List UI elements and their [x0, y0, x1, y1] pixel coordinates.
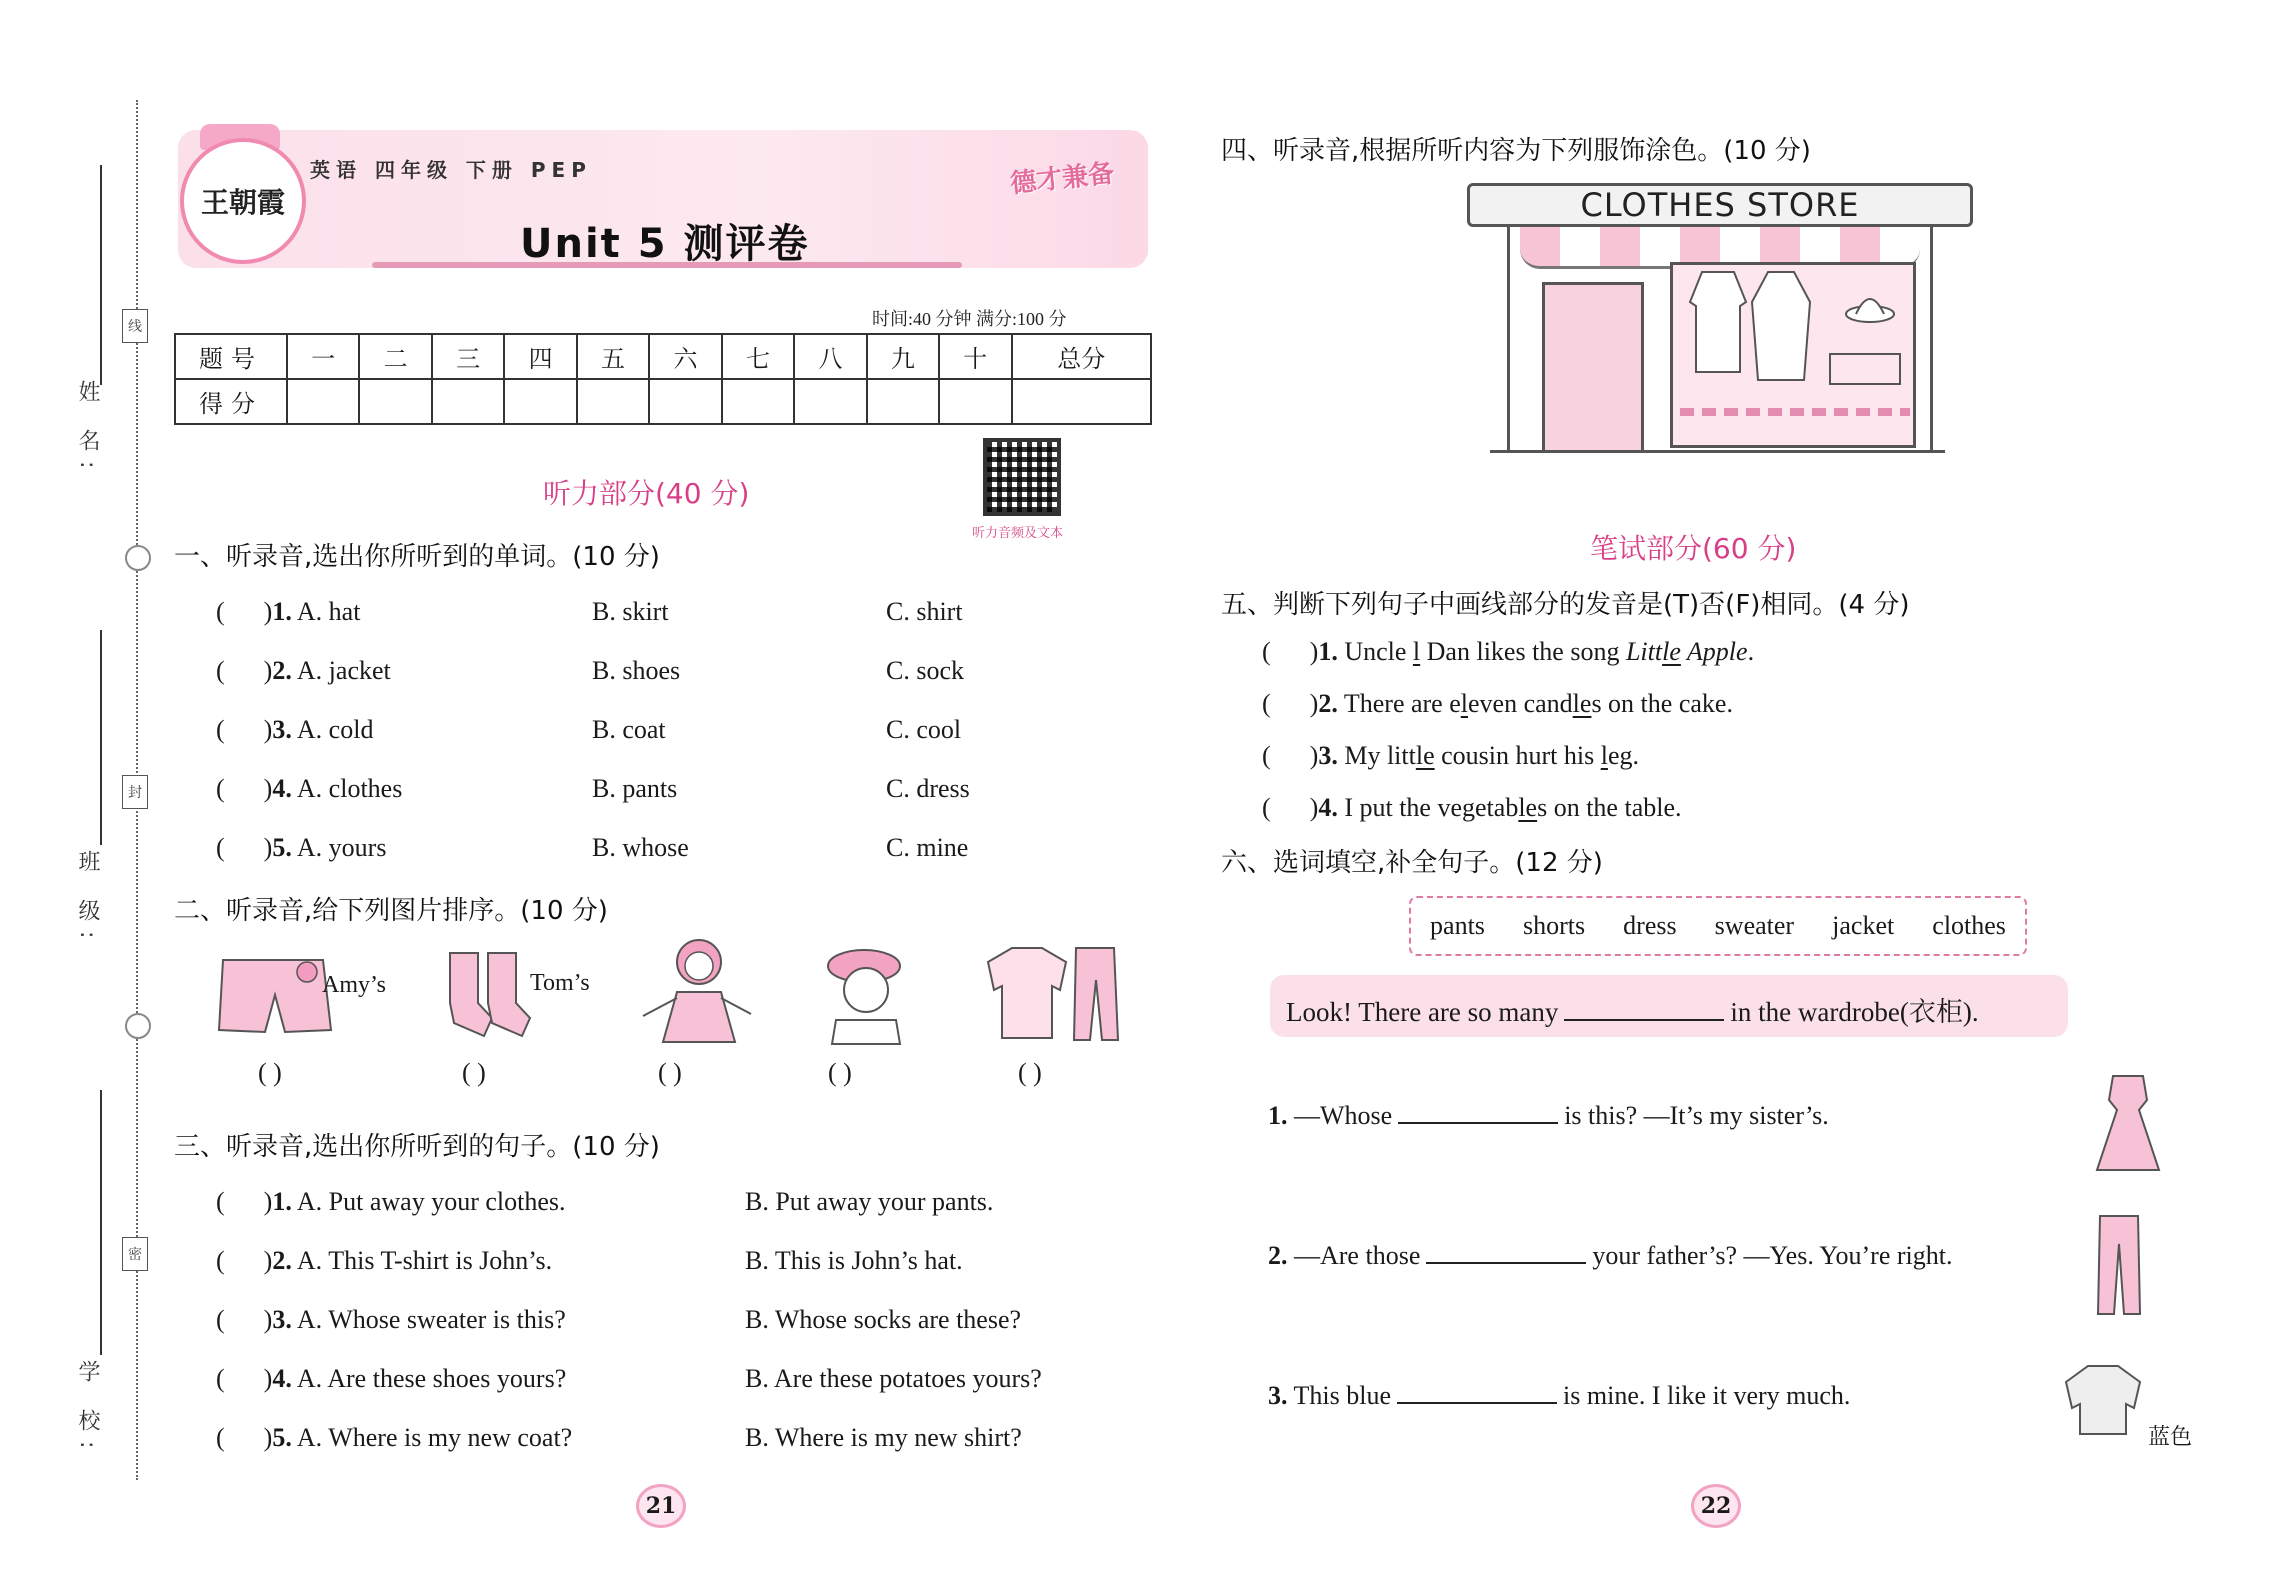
- sentence-part: My litt: [1344, 741, 1416, 770]
- brand-badge: 德才兼备: [1008, 158, 1116, 200]
- sentence-part: your father’s? —Yes. You’re right.: [1592, 1241, 1953, 1270]
- section-1-title: 一、听录音,选出你所听到的单词。(10 分): [174, 542, 660, 572]
- logo-badge: [180, 138, 306, 264]
- table-cell: 九: [867, 334, 939, 379]
- school-underline: [100, 1090, 102, 1355]
- table-cell: 八: [794, 334, 866, 379]
- underlined-part: le: [1518, 793, 1538, 822]
- option-b[interactable]: B. skirt: [592, 597, 669, 626]
- score-cell[interactable]: [867, 379, 939, 424]
- option-a[interactable]: A. Whose sweater is this?: [296, 1305, 566, 1334]
- list-item: ( )4. A. clothes: [216, 774, 403, 803]
- sentence-part: Uncle: [1344, 637, 1413, 666]
- sentence-part: —Are those: [1294, 1241, 1421, 1270]
- score-cell[interactable]: [722, 379, 794, 424]
- underlined-part: le: [1662, 637, 1681, 666]
- section-5-title: 五、判断下列句子中画线部分的发音是(T)否(F)相同。(4 分): [1221, 590, 1910, 620]
- boy-cap-picture: [810, 940, 920, 1045]
- table-cell: 五: [577, 334, 649, 379]
- answer-paren[interactable]: ( ): [462, 1058, 486, 1087]
- list-item: ( )3. A. Whose sweater is this?: [216, 1305, 566, 1334]
- page-number-right: 22: [1691, 1484, 1741, 1528]
- page-number-left: 21: [636, 1484, 686, 1528]
- subject-line: 英语 四年级 下册 PEP: [310, 158, 592, 182]
- item-number: 1.: [1318, 637, 1338, 666]
- list-item: ( )5. A. Where is my new coat?: [216, 1423, 573, 1452]
- time-info: 时间:40 分钟 满分:100 分: [872, 309, 1067, 329]
- store-sign: CLOTHES STORE: [1467, 183, 1973, 227]
- example-pre: Look! There are so many: [1286, 997, 1559, 1027]
- word-bank-item[interactable]: dress: [1623, 911, 1677, 940]
- option-b[interactable]: B. Are these potatoes yours?: [745, 1364, 1042, 1393]
- score-table-score-row: [175, 379, 1151, 424]
- table-cell: 一: [287, 334, 359, 379]
- option-a[interactable]: A. jacket: [296, 656, 391, 685]
- pants-picture: [2094, 1210, 2144, 1320]
- item-number: 5.: [272, 833, 292, 862]
- sentence-part: s on the cake.: [1591, 689, 1733, 718]
- list-item: ( )4. I put the vegetables on the table.: [1262, 793, 1682, 822]
- word-bank-item[interactable]: jacket: [1832, 911, 1895, 940]
- word-bank-item[interactable]: pants: [1430, 911, 1485, 940]
- sentence-part: even cand: [1468, 689, 1573, 718]
- listening-part-title: 听力部分(40 分): [543, 477, 750, 510]
- side-label-class: 班 级:: [75, 850, 100, 949]
- sentence-part: eg.: [1607, 741, 1639, 770]
- qr-caption: 听力音频及文本: [972, 526, 1064, 541]
- example-sentence: [1286, 990, 1979, 1029]
- item-number: 4.: [1318, 793, 1338, 822]
- girl-dress-picture: [637, 932, 757, 1047]
- item-number: 4.: [272, 774, 292, 803]
- list-item: ( )2. A. jacket: [216, 656, 391, 685]
- store-door[interactable]: [1542, 282, 1644, 453]
- answer-blank[interactable]: [1398, 1098, 1558, 1124]
- answer-paren[interactable]: ( ): [1018, 1058, 1042, 1087]
- answer-paren[interactable]: ( ): [828, 1058, 852, 1087]
- picture-label: Amy’s: [322, 972, 387, 998]
- song-title-part: Apple: [1680, 637, 1748, 666]
- underlined-part: l: [1460, 689, 1468, 718]
- option-b[interactable]: B. pants: [592, 774, 678, 803]
- list-item: ( )4. A. Are these shoes yours?: [216, 1364, 567, 1393]
- item-number: 1.: [272, 597, 292, 626]
- option-b[interactable]: B. whose: [592, 833, 689, 862]
- list-item: ( )1. A. Put away your clothes.: [216, 1187, 566, 1216]
- answer-blank[interactable]: [1426, 1238, 1586, 1264]
- song-title-part: Litt: [1625, 637, 1663, 666]
- answer-blank[interactable]: [1564, 995, 1724, 1021]
- score-cell[interactable]: [359, 379, 431, 424]
- dress-picture: [2093, 1070, 2163, 1180]
- section-2-title: 二、听录音,给下列图片排序。(10 分): [174, 896, 608, 926]
- option-a[interactable]: A. hat: [296, 597, 361, 626]
- option-a[interactable]: A. clothes: [296, 774, 403, 803]
- option-c[interactable]: C. shirt: [886, 597, 963, 626]
- list-item: ( )1. Uncle l Dan likes the song Little Apple.: [1262, 637, 1755, 666]
- option-c[interactable]: C. dress: [886, 774, 970, 803]
- example-post: in the wardrobe(衣柜).: [1730, 997, 1979, 1027]
- score-cell[interactable]: [577, 379, 649, 424]
- list-item: [1268, 1098, 1829, 1131]
- store-display-clothes: [1680, 262, 1910, 442]
- section-6-title: 六、选词填空,补全句子。(12 分): [1221, 848, 1603, 878]
- score-cell[interactable]: [649, 379, 721, 424]
- underlined-part: le: [1572, 689, 1592, 718]
- option-b[interactable]: B. shoes: [592, 656, 681, 685]
- sentence-part: There are e: [1343, 689, 1461, 718]
- option-b[interactable]: B. Put away your pants.: [745, 1187, 994, 1216]
- option-b[interactable]: B. Where is my new shirt?: [745, 1423, 1022, 1452]
- score-cell[interactable]: [1012, 379, 1151, 424]
- option-b[interactable]: B. This is John’s hat.: [745, 1246, 963, 1275]
- sweater-picture: [2058, 1360, 2148, 1440]
- item-number: 1.: [272, 1187, 292, 1216]
- list-item: [1268, 1238, 1953, 1271]
- word-bank-item[interactable]: shorts: [1522, 911, 1586, 940]
- list-item: ( )2. A. This T-shirt is John’s.: [216, 1246, 553, 1275]
- list-item: ( )5. A. yours: [216, 833, 387, 862]
- section-4-title: 四、听录音,根据所听内容为下列服饰涂色。(10 分): [1221, 136, 1811, 166]
- option-a[interactable]: A. Where is my new coat?: [296, 1423, 573, 1452]
- option-c[interactable]: C. cool: [886, 715, 962, 744]
- store-ground: [1490, 450, 1945, 453]
- score-cell[interactable]: [939, 379, 1011, 424]
- picture-label: Tom’s: [530, 970, 590, 996]
- section-3-title: 三、听录音,选出你所听到的句子。(10 分): [174, 1132, 660, 1162]
- item-number: 4.: [272, 1364, 292, 1393]
- word-bank-item[interactable]: clothes: [1932, 911, 2006, 940]
- list-item: ( )1. A. hat: [216, 597, 361, 626]
- item-number: 2.: [1318, 689, 1338, 718]
- table-cell: 三: [432, 334, 504, 379]
- option-a[interactable]: A. Put away your clothes.: [296, 1187, 566, 1216]
- answer-paren[interactable]: ( ): [258, 1058, 282, 1087]
- mark-seal: 封: [122, 775, 148, 809]
- sentence-part: I put the vegetab: [1344, 793, 1519, 822]
- mark-dense: 密: [122, 1237, 148, 1271]
- sentence-part: is mine. I like it very much.: [1563, 1381, 1851, 1410]
- option-c[interactable]: C. sock: [886, 656, 964, 685]
- sentence-part: cousin hurt his: [1434, 741, 1601, 770]
- option-a[interactable]: A. This T-shirt is John’s.: [296, 1246, 553, 1275]
- word-bank-item[interactable]: sweater: [1714, 911, 1795, 940]
- list-item: ( )3. A. cold: [216, 715, 374, 744]
- name-underline: [100, 165, 102, 385]
- underlined-part: le: [1415, 741, 1435, 770]
- table-cell: 题号: [175, 334, 287, 379]
- list-item: ( )2. There are eleven candles on the cake.: [1262, 689, 1733, 718]
- sentence-part: s on the table.: [1537, 793, 1682, 822]
- option-c[interactable]: C. mine: [886, 833, 969, 862]
- binding-hole: [125, 545, 151, 571]
- sentence-part: is this? —It’s my sister’s.: [1564, 1101, 1829, 1130]
- score-table-header-row: [175, 334, 1151, 379]
- table-cell: 四: [504, 334, 576, 379]
- item-number: 3.: [272, 1305, 292, 1334]
- table-cell: 得分: [175, 379, 287, 424]
- socks-picture: [440, 948, 540, 1043]
- side-label-school: 学 校:: [75, 1360, 100, 1459]
- table-cell: 十: [939, 334, 1011, 379]
- item-number: 5.: [272, 1423, 292, 1452]
- option-a[interactable]: A. Are these shoes yours?: [296, 1364, 567, 1393]
- item-number: 2.: [272, 656, 292, 685]
- underlined-part: l: [1600, 741, 1608, 770]
- color-note: 蓝色: [2148, 1425, 2193, 1450]
- side-label-name: 姓 名:: [75, 380, 100, 479]
- item-number: 2.: [272, 1246, 292, 1275]
- sentence-part: —Whose: [1294, 1101, 1393, 1130]
- table-cell: 七: [722, 334, 794, 379]
- option-b[interactable]: B. coat: [592, 715, 666, 744]
- mark-line: 线: [122, 309, 148, 343]
- binding-hole: [125, 1013, 151, 1039]
- score-cell[interactable]: [794, 379, 866, 424]
- logo-text: 王朝霞: [200, 186, 285, 219]
- writing-part-title: 笔试部分(60 分): [1590, 532, 1797, 565]
- list-item: [1268, 1378, 1850, 1411]
- underlined-part: l: [1412, 637, 1421, 666]
- answer-blank[interactable]: [1397, 1378, 1557, 1404]
- sentence-part: This blue: [1293, 1381, 1392, 1410]
- list-item: ( )3. My little cousin hurt his leg.: [1262, 741, 1639, 770]
- sentence-part: Dan likes the song: [1420, 637, 1626, 666]
- score-cell[interactable]: [287, 379, 359, 424]
- table-cell: 二: [359, 334, 431, 379]
- item-number: 2.: [1268, 1241, 1288, 1270]
- word-bank: [1409, 896, 2027, 956]
- item-number: 3.: [272, 715, 292, 744]
- sweater-pants-picture: [978, 940, 1128, 1045]
- item-number: 3.: [1268, 1381, 1288, 1410]
- class-underline: [100, 630, 102, 845]
- sentence-part: .: [1747, 637, 1755, 666]
- score-table: [174, 333, 1152, 425]
- option-b[interactable]: B. Whose socks are these?: [745, 1305, 1022, 1334]
- option-a[interactable]: A. cold: [296, 715, 374, 744]
- qr-code[interactable]: [983, 438, 1061, 516]
- table-cell: 总分: [1012, 334, 1151, 379]
- item-number: 3.: [1318, 741, 1338, 770]
- score-cell[interactable]: [504, 379, 576, 424]
- option-a[interactable]: A. yours: [296, 833, 387, 862]
- score-cell[interactable]: [432, 379, 504, 424]
- answer-paren[interactable]: ( ): [658, 1058, 682, 1087]
- shorts-picture: [215, 950, 335, 1040]
- page-title: Unit 5 测评卷: [520, 221, 810, 267]
- table-cell: 六: [649, 334, 721, 379]
- item-number: 1.: [1268, 1101, 1288, 1130]
